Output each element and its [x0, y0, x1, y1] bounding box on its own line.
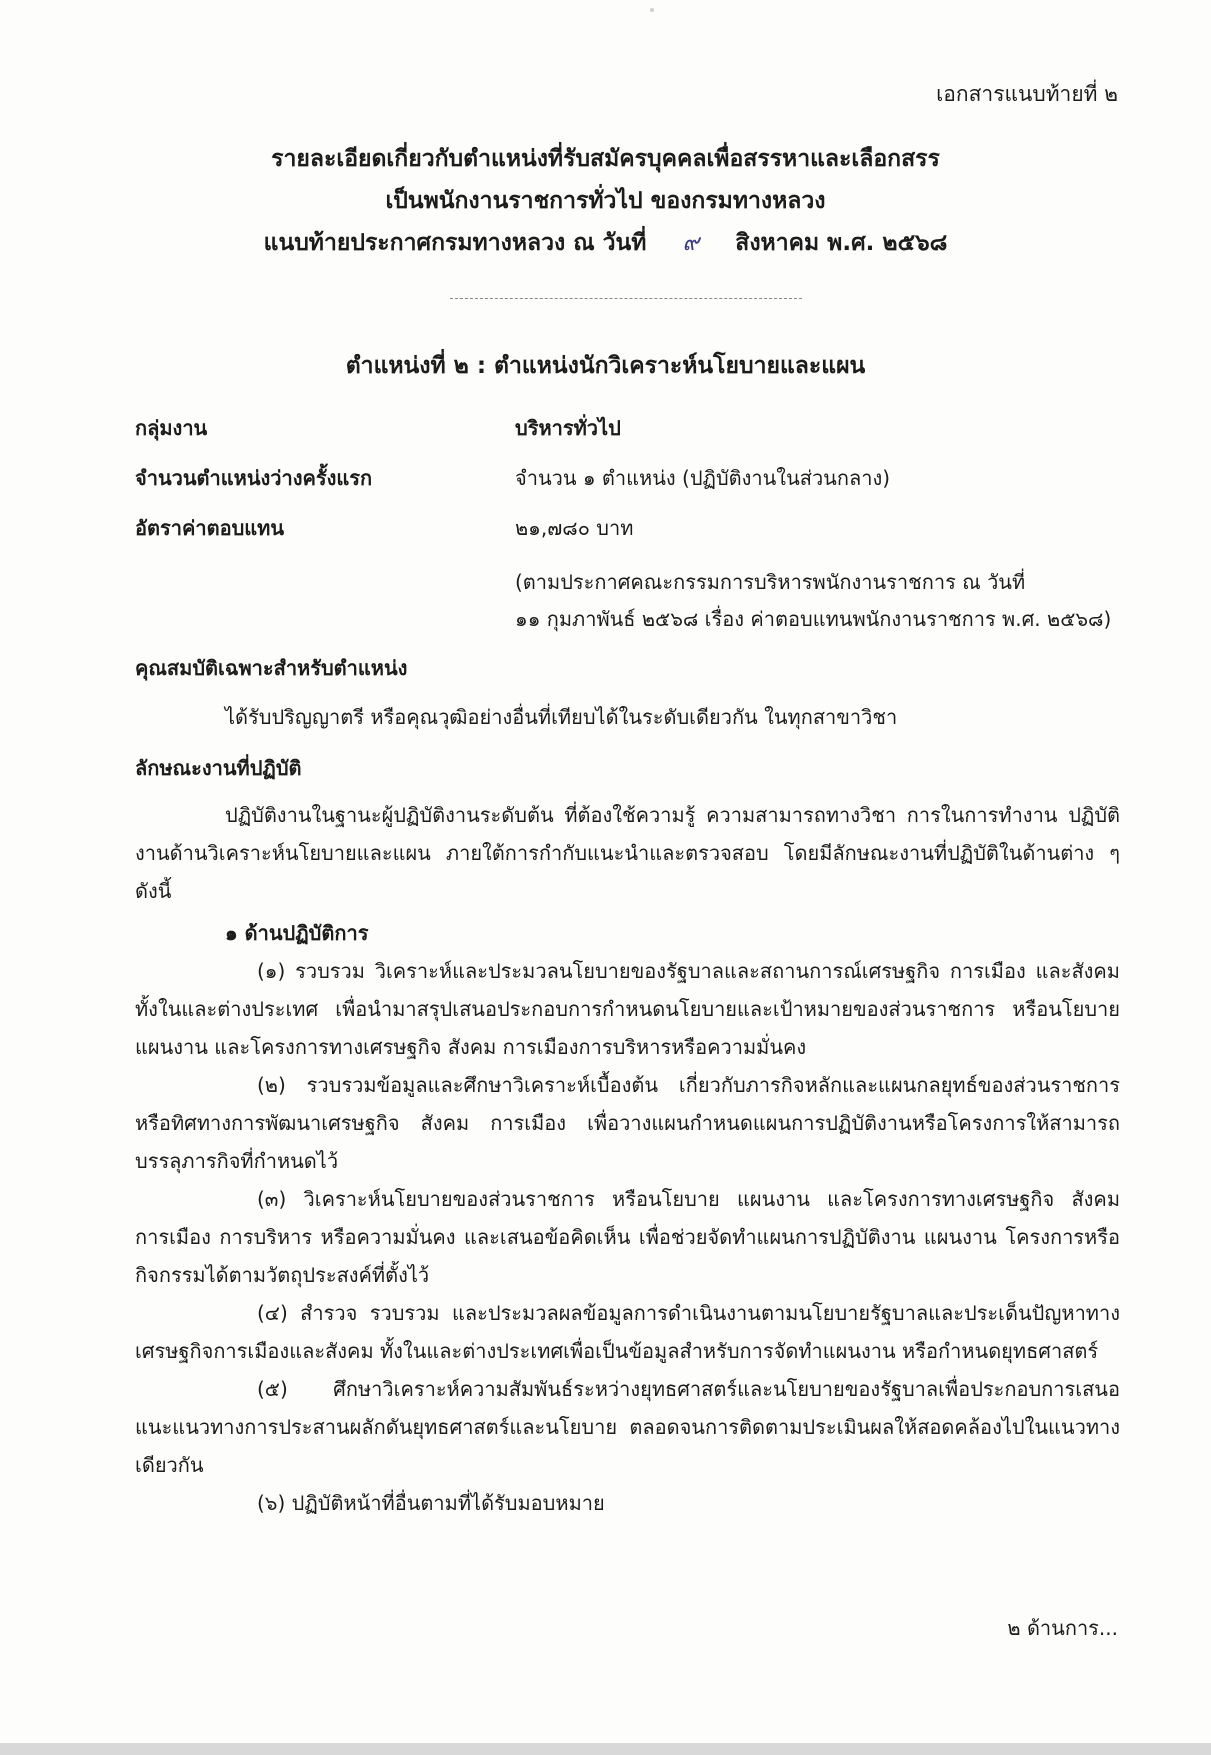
position-info: [135, 412, 1115, 631]
title-separator: [450, 298, 802, 299]
salary-note-line-1: (ตามประกาศคณะกรรมการบริหารพนักงานราชการ ณ วันที่: [515, 570, 1026, 594]
handwritten-day: ๙: [682, 230, 700, 256]
duty-item-4: (๔) สำรวจ รวบรวม และประมวลผลข้อมูลการดำเนินงานตามนโยบายรัฐบาลและประเด็นปัญหาทางเศรษฐกิจการเมืองและสังคม ทั้งในและต่างประเทศเพื่อเป็นข้อมูลสำหรับการจัดทำแผนงาน หรือกำหนดยุทธศาสตร์: [135, 1301, 1120, 1363]
salary-note: [515, 564, 1111, 638]
duty-item-1: (๑) รวบรวม วิเคราะห์และประมวลนโยบายของรัฐบาลและสถานการณ์เศรษฐกิจ การเมือง และสังคม ทั้งในและต่างประเทศ เพื่อนำมาสรุปเสนอประกอบการกำหนดนโยบายและเป้าหมายของส่วนราชการ หรือนโยบายแผนงาน และโครงการทางเศรษฐกิจ สังคม การเมืองการบริหารหรือความมั่นคง: [135, 959, 1120, 1059]
title-line-2: เป็นพนักงานราชการทั่วไป ของกรมทางหลวง: [385, 188, 826, 214]
operations-sub-heading: ๑ ด้านปฏิบัติการ: [225, 921, 369, 945]
duty-item-5: (๕) ศึกษาวิเคราะห์ความสัมพันธ์ระหว่างยุทธศาสตร์และนโยบายของรัฐบาลเพื่อประกอบการเสนอแนะแนวทางการประสานผลักดันยุทธศาสตร์และนโยบาย ตลอดจนการติดตามประเมินผลให้สอดคล้องไปในแนวทางเดียวกัน: [135, 1377, 1120, 1477]
scan-speck: [650, 8, 654, 12]
title-date-prefix: แนบท้ายประกาศกรมทางหลวง ณ วันที่: [263, 230, 647, 256]
vacancy-value: จำนวน ๑ ตำแหน่ง (ปฏิบัติงานในส่วนกลาง): [515, 466, 891, 490]
duties-heading: ลักษณะงานที่ปฏิบัติ: [135, 756, 302, 780]
info-row-vacancy: [135, 462, 1115, 512]
title-line-1: รายละเอียดเกี่ยวกับตำแหน่งที่รับสมัครบุคคลเพื่อสรรหาและเลือกสรร: [271, 146, 940, 172]
group-label: กลุ่มงาน: [135, 416, 208, 440]
info-row-salary: [135, 512, 1115, 562]
qualification-section: [135, 652, 1120, 736]
scan-bottom-edge: [0, 1743, 1211, 1755]
group-value: บริหารทั่วไป: [515, 416, 621, 440]
vacancy-label: จำนวนตำแหน่งว่างครั้งแรก: [135, 466, 373, 490]
position-heading: ตำแหน่งที่ ๒ : ตำแหน่งนักวิเคราะห์นโยบายและแผน: [345, 353, 866, 379]
document-title: [0, 138, 1211, 264]
qualification-heading: คุณสมบัติเฉพาะสำหรับตำแหน่ง: [135, 656, 408, 680]
salary-label: อัตราค่าตอบแทน: [135, 516, 285, 540]
title-line-3: [0, 222, 1211, 264]
salary-value: ๒๑,๗๘๐ บาท: [515, 516, 634, 540]
attachment-reference: เอกสารแนบท้ายที่ ๒: [936, 82, 1118, 106]
qualification-text: ได้รับปริญญาตรี หรือคุณวุฒิอย่างอื่นที่เทียบได้ในระดับเดียวกัน ในทุกสาขาวิชา: [225, 705, 898, 729]
duty-item-2: (๒) รวบรวมข้อมูลและศึกษาวิเคราะห์เบื้องต้น เกี่ยวกับภารกิจหลักและแผนกลยุทธ์ของส่วนราชการ หรือทิศทางการพัฒนาเศรษฐกิจ สังคม การเมือง เพื่อวางแผนกำหนดแผนการปฏิบัติงานหรือโครงการให้สามารถบรรลุภารกิจที่กำหนดไว้: [135, 1073, 1120, 1173]
duty-item-3: (๓) วิเคราะห์นโยบายของส่วนราชการ หรือนโยบาย แผนงาน และโครงการทางเศรษฐกิจ สังคม การเมือง การบริหาร หรือความมั่นคง และเสนอข้อคิดเห็น เพื่อช่วยจัดทำแผนการปฏิบัติงาน แผนงาน โครงการหรือกิจกรรมได้ตามวัตถุประสงค์ที่ตั้งไว้: [135, 1187, 1120, 1287]
title-date-suffix: สิงหาคม พ.ศ. ๒๕๖๘: [735, 230, 948, 256]
duty-item-6: (๖) ปฏิบัติหน้าที่อื่นตามที่ได้รับมอบหมาย: [257, 1491, 605, 1515]
info-row-group: [135, 412, 1115, 462]
duties-section: [135, 752, 1120, 1522]
continued-marker: ๒ ด้านการ...: [1007, 1616, 1118, 1640]
salary-note-line-2: ๑๑ กุมภาพันธ์ ๒๕๖๘ เรื่อง ค่าตอบแทนพนักงานราชการ พ.ศ. ๒๕๖๘): [515, 607, 1112, 631]
duties-intro: ปฏิบัติงานในฐานะผู้ปฏิบัติงานระดับต้น ที่ต้องใช้ความรู้ ความสามารถทางวิชา การในการทำงาน ปฏิบัติงานด้านวิเคราะห์นโยบายและแผน ภายใต้การกำกับแนะนำและตรวจสอบ โดยมีลักษณะงานที่ปฏิบัติในด้านต่าง ๆ ดังนี้: [135, 803, 1120, 903]
